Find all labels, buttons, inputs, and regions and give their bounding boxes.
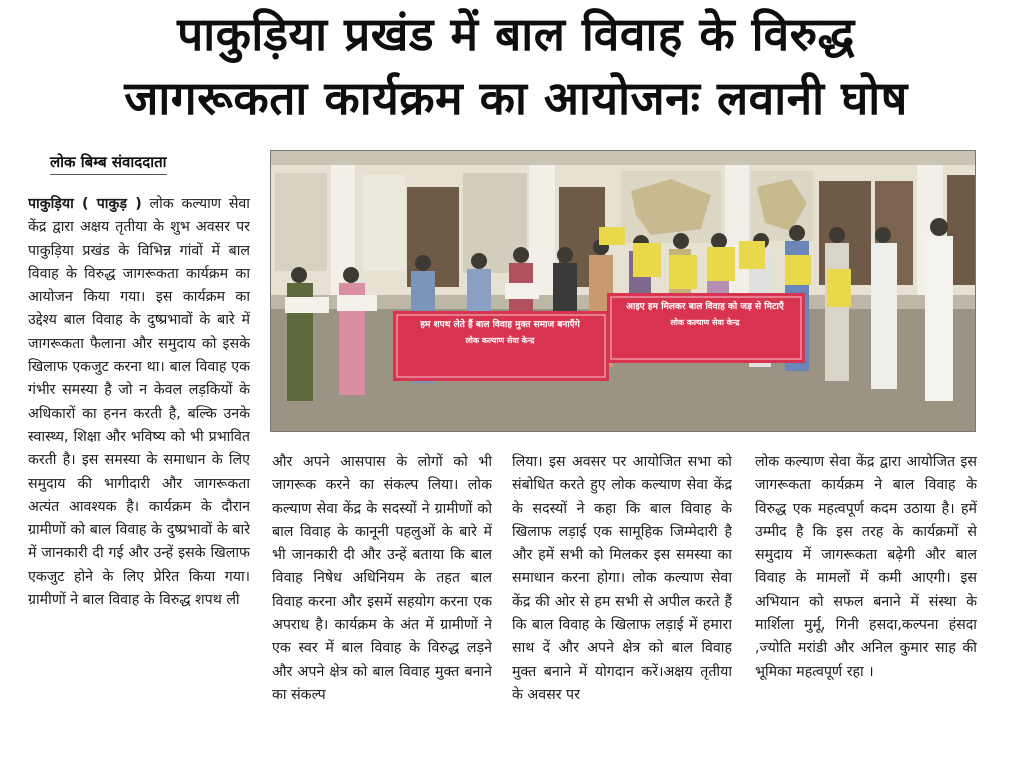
banner-right-text	[610, 300, 800, 330]
article-column-4: लोक कल्याण सेवा केंद्र द्वारा आयोजित इस जागरूकता कार्यक्रम ने बाल विवाह के विरुद्ध एक महत्वपूर्ण कदम उठाया है। हमें उम्मीद है कि इस तरह के कार्यक्रमों से समुदाय में जागरूकता बढ़ेगी और बाल विवाह के मामलों में कमी आएगी। इस अभियान को सफल बनाने में संस्था के मार्शिला मुर्मू, गिनी हसदा,कल्पना हंसदा ,ज्योति मरांडी और अनिल कुमार साह की भूमिका महत्वपूर्ण रहा ।	[755, 454, 977, 680]
news-photo	[270, 150, 976, 432]
article-column-1	[28, 193, 250, 753]
dateline: पाकुड़िया ( पाकुड़ )	[28, 196, 142, 212]
byline: लोक बिम्ब संवाददाता	[50, 152, 167, 175]
banner-left-line-2: लोक कल्याण सेवा केन्द्र	[465, 336, 535, 345]
banner-left-text	[396, 318, 604, 348]
headline-line-2: जागरूकता कार्यक्रम का आयोजनः लवानी घोष	[124, 71, 908, 125]
banner-right-line-2: लोक कल्याण सेवा केन्द्र	[670, 318, 740, 327]
roof-band	[271, 151, 975, 165]
wall-mural-left	[275, 173, 327, 271]
article-column-3: लिया। इस अवसर पर आयोजित सभा को संबोधित करते हुए लोक कल्याण सेवा केंद्र के सदस्यों ने कहा कि बाल विवाह के खिलाफ लड़ाई एक सामूहिक जिम्मेदारी है और हमें सभी को मिलकर इस समस्या का समाधान करना होगा। लोक कल्याण सेवा केंद्र की ओर से हम सभी से अपील करते हैं कि बाल विवाह के खिलाफ लड़ाई में हमारा साथ दें और अपने क्षेत्र को बाल विवाह मुक्त बनाने में योगदान करें।अक्षय तृतीया के अवसर पर	[512, 454, 732, 703]
headline-line-1: पाकुड़िया प्रखंड में बाल विवाह के विरुद्ध	[177, 7, 855, 61]
photo-illustration	[271, 151, 975, 431]
article-column-1-text: लोक कल्याण सेवा केंद्र द्वारा अक्षय तृतीया के शुभ अवसर पर पाकुड़िया प्रखंड के विभिन्न गांवों में बाल विवाह के विरुद्ध जागरूकता कार्यक्रम का आयोजन किया गया। इस कार्यक्रम का उद्देश्य बाल विवाह के दुष्प्रभावों के बारे में जागरूकता फैलाना और समुदाय को इसके खिलाफ एकजुट करना था। बाल विवाह एक गंभीर समस्या है जो न केवल लड़कियों के अधिकारों का हनन करती है, बल्कि उनके स्वास्थ्य, शिक्षा और भविष्य को भी प्रभावित करती है। इस समस्या के समाधान के लिए समुदाय की भागीदारी और जागरूकता अत्यंत आवश्यक है। कार्यक्रम के दौरान ग्रामीणों को बाल विवाह के दुष्प्रभावों के बारे में जानकारी दी गई और उन्हें इसके खिलाफ एकजुट होने के लिए प्रेरित किया गया। ग्रामीणों ने बाल विवाह के विरुद्ध शपथ ली	[28, 196, 250, 609]
banner-right-line-1: आइए हम मिलकर बाल विवाह को जड़ से मिटाएँ	[626, 302, 784, 312]
wall-poster	[363, 175, 405, 271]
article-column-2: और अपने आसपास के लोगों को भी जागरूक करने का संकल्प लिया। लोक कल्याण सेवा केंद्र के सदस्यों ने ग्रामीणों को बाल विवाह के कानूनी पहलुओं के बारे में भी जानकारी दी और उन्हें बताया कि बाल विवाह निषेध अधिनियम के तहत बाल विवाह करना और इसमें सहयोग करना एक अपराध है। कार्यक्रम के अंत में ग्रामीणों ने एक स्वर में बाल विवाह के विरुद्ध लड़ने और अपने क्षेत्र को बाल विवाह मुक्त बनाने का संकल्प	[272, 454, 492, 703]
banner-left-line-1: हम शपथ लेते हैं बाल विवाह मुक्त समाज बनाएँगे	[420, 320, 580, 330]
